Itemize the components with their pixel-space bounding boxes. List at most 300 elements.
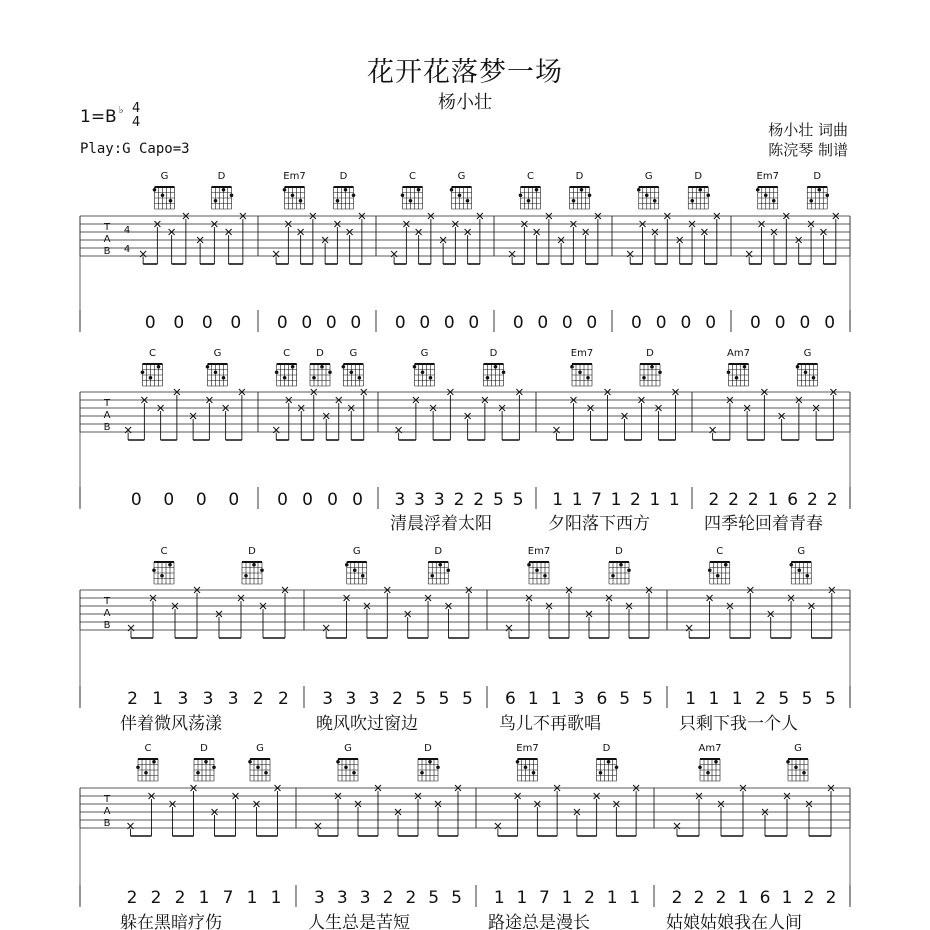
chord-finger-dot [291,193,295,197]
chord-finger-dot [494,365,498,369]
chord-diagram-g [637,171,659,209]
tab-clef-letter: T [103,596,111,607]
chord-finger-dot [716,574,720,578]
jianpu-note: 3 [177,689,189,709]
jianpu-note: 5 [778,689,790,709]
chord-finger-dot [524,765,528,769]
chord-diagram-g [450,171,472,209]
chord-name: Em7 [570,348,594,359]
chord-diagram-am7 [727,348,750,386]
time-signature-bottom: 4 [132,115,141,130]
jianpu-note: 5 [461,689,473,709]
chord-finger-dot [817,188,821,192]
chord-name: G [794,743,802,754]
lyric-line: 人生总是苦短 [308,913,410,930]
jianpu-note: 1 [629,888,641,908]
chord-finger-dot [619,563,623,567]
chord-finger-dot [796,365,800,369]
jianpu-note: 3 [414,490,425,510]
jianpu-note: 1 [668,490,680,510]
tab-clef-letter: T [103,794,111,805]
chord-finger-dot [698,188,702,192]
chord-finger-dot [764,193,768,197]
jianpu-note: 1 [737,888,749,908]
chord-finger-dot [312,376,316,380]
jianpu-note: 2 [747,490,759,510]
jianpu-note: 0 [301,313,313,333]
chord-diagram-d [597,743,619,781]
chord-finger-dot [344,188,348,192]
jianpu-note: 3 [336,888,348,908]
jianpu-note: 2 [671,888,683,908]
jianpu-note: 1 [493,888,505,908]
chord-finger-dot [756,188,760,192]
chord-name: Em7 [516,743,539,754]
chord-name: Em7 [527,546,551,557]
chord-diagram-d [242,546,264,584]
chord-finger-dot [527,563,531,567]
chord-diagram-em7 [756,171,779,209]
jianpu-note: 1 [246,888,258,908]
chord-name: D [217,171,226,182]
chord-finger-dot [429,376,433,380]
chord-name: D [316,348,324,359]
chord-finger-dot [244,574,248,578]
chord-finger-dot [486,376,490,380]
jianpu-note: 6 [505,689,516,709]
chord-diagram-g [789,546,811,584]
jianpu-note: 0 [276,313,288,333]
chord-name: D [248,546,256,557]
jianpu-note: 2 [453,490,465,510]
time-signature-top: 4 [132,101,141,116]
chord-diagram-g [336,743,358,781]
jianpu-note: 5 [801,689,813,709]
chord-finger-dot [653,199,657,203]
jianpu-note: 0 [419,313,431,333]
jianpu-note: 2 [708,490,720,510]
jianpu-note: 5 [438,689,450,709]
chord-name: D [434,546,443,557]
tab-clef-letter: A [103,608,111,619]
chord-finger-dot [438,563,442,567]
jianpu-note: 0 [680,313,692,333]
tab-clef-letter: A [103,806,111,817]
chord-finger-dot [160,574,164,578]
jianpu-note: 1 [270,888,282,908]
jianpu-note: 0 [799,313,811,333]
chord-diagram-c [141,348,163,386]
chord-diagram-d [570,171,592,209]
chord-finger-dot [802,771,806,775]
chord-name: D [813,171,822,182]
chord-diagram-c [519,171,541,209]
jianpu-note: 5 [493,490,504,510]
jianpu-note: 7 [539,888,550,908]
chord-finger-dot [599,771,603,775]
jianpu-note: 2 [382,888,394,908]
chord-finger-dot [708,568,712,572]
chord-finger-dot [627,568,631,572]
jianpu-note: 0 [163,490,175,510]
chord-finger-dot [789,563,793,567]
jianpu-note: 5 [415,689,427,709]
jianpu-note: 1 [552,490,564,510]
jianpu-note: 7 [591,490,602,510]
chord-finger-dot [168,563,172,567]
chord-finger-dot [714,760,718,764]
jianpu-note: 3 [314,888,325,908]
chord-finger-dot [291,365,295,369]
chord-finger-dot [361,574,365,578]
jianpu-note: 0 [537,313,549,333]
jianpu-note: 6 [787,490,799,510]
jianpu-note: 2 [584,888,595,908]
jianpu-note: 2 [174,888,186,908]
chord-name: D [694,171,703,182]
jianpu-note: 3 [345,689,357,709]
chord-diagram-c [708,546,730,584]
chord-finger-dot [642,376,646,380]
chord-name: Em7 [756,171,779,182]
jianpu-note: 5 [512,490,524,510]
chord-name: Am7 [727,348,750,359]
chord-finger-dot [248,760,252,764]
chord-diagram-d [310,348,332,386]
chord-name: G [256,743,264,754]
chord-finger-dot [809,199,813,203]
jianpu-note: 0 [325,313,337,333]
chord-finger-dot [543,574,547,578]
jianpu-note: 1 [606,888,618,908]
jianpu-note: 5 [619,689,631,709]
chord-finger-dot [706,771,710,775]
chord-finger-dot [256,765,260,769]
jianpu-note: 5 [824,689,836,709]
chord-name: G [344,743,352,754]
key-label: 1=B [80,107,117,127]
chord-finger-dot [572,199,576,203]
lyric-line: 路途总是漫长 [488,913,590,930]
jianpu-note: 2 [473,490,485,510]
jianpu-note: 0 [468,313,480,333]
chord-finger-dot [580,188,584,192]
chord-finger-dot [222,188,226,192]
chord-finger-dot [136,765,140,769]
chord-diagram-d [807,171,829,209]
jianpu-note: 0 [630,313,642,333]
chord-finger-dot [825,193,829,197]
chord-diagram-d [334,171,356,209]
jianpu-note: 2 [803,888,815,908]
jianpu-note: 2 [630,490,641,510]
chord-name: D [489,348,498,359]
chord-name: G [457,171,466,182]
chord-finger-dot [436,765,440,769]
chord-finger-dot [804,370,808,374]
chord-finger-dot [446,568,450,572]
jianpu-note: 1 [781,888,793,908]
chord-finger-dot [637,188,641,192]
chord-finger-dot [535,188,539,192]
chord-finger-dot [586,376,590,380]
jianpu-note: 3 [322,689,334,709]
lyric-line: 姑娘姑娘我在人间 [666,913,802,930]
chord-name: D [424,743,432,754]
jianpu-note: 1 [527,689,539,709]
chord-name: C [409,171,416,182]
chord-finger-dot [650,365,654,369]
flat-accidental: ♭ [118,105,124,116]
chord-finger-dot [152,568,156,572]
jianpu-note: 1 [571,490,583,510]
jianpu-note: 0 [394,313,406,333]
chord-finger-dot [144,771,148,775]
jianpu-note: 1 [550,689,562,709]
jianpu-note: 0 [352,490,363,510]
jianpu-note: 0 [350,313,362,333]
chord-finger-dot [352,771,356,775]
tab-clef-letter: B [103,818,111,829]
jianpu-note: 0 [201,313,213,333]
jianpu-note: 2 [715,888,727,908]
chord-finger-dot [320,365,324,369]
chord-diagram-g [342,348,364,386]
chord-finger-dot [230,193,234,197]
lyric-line: 伴着微风荡漾 [120,714,222,734]
chord-name: G [349,348,358,359]
lyric-line: 晚风吹过窗边 [316,714,418,734]
chord-name: Am7 [698,743,722,754]
jianpu-note: 6 [759,888,771,908]
chord-diagram-c [136,743,158,781]
chord-diagram-em7 [283,171,306,209]
jianpu-note: 0 [327,490,338,510]
chord-finger-dot [812,376,816,380]
chord-finger-dot [413,365,417,369]
chord-finger-dot [342,365,346,369]
tab-clef-letter: T [103,222,111,233]
chord-diagram-em7 [516,743,539,781]
jianpu-note: 1 [767,490,779,510]
chord-diagram-am7 [698,743,721,781]
chord-diagram-c [152,546,174,584]
chord-diagram-g [796,348,818,386]
chord-name: G [644,171,653,182]
jianpu-note: 6 [596,689,608,709]
chord-diagram-d [640,348,662,386]
jianpu-note: 1 [708,689,720,709]
jianpu-note: 2 [127,689,138,709]
lyric-line: 夕阳落下西方 [548,514,650,534]
chord-finger-dot [743,365,747,369]
chord-name: G [797,546,806,557]
lyric-line: 鸟儿不再歌唱 [499,714,601,734]
chord-finger-dot [222,376,226,380]
chord-finger-dot [794,765,798,769]
chord-finger-dot [401,193,405,197]
jianpu-note: 3 [573,689,585,709]
chord-finger-dot [727,370,731,374]
jianpu-note: 1 [649,490,661,510]
chord-name: G [160,171,169,182]
chord-name: D [646,348,654,359]
jianpu-note: 5 [642,689,653,709]
chord-finger-dot [264,771,268,775]
singer-name: 杨小壮 [438,92,492,113]
jianpu-note: 0 [195,490,207,510]
jianpu-note: 7 [222,888,234,908]
jianpu-note: 3 [202,689,214,709]
chord-finger-dot [252,563,256,567]
chord-finger-dot [690,199,694,203]
chord-diagram-g [153,171,175,209]
jianpu-note: 0 [749,313,761,333]
chord-diagram-g [786,743,808,781]
jianpu-note: 0 [824,313,836,333]
chord-diagram-g [345,546,367,584]
jianpu-note: 0 [774,313,786,333]
chord-name: C [160,546,168,557]
jianpu-note: 3 [368,689,380,709]
chord-finger-dot [527,199,531,203]
jianpu-note: 0 [561,313,573,333]
chord-finger-dot [336,760,340,764]
jianpu-note: 0 [173,313,185,333]
chord-finger-dot [350,370,354,374]
chord-name: C [527,171,534,182]
chord-diagram-g [248,743,270,781]
chord-name: G [213,348,222,359]
chord-finger-dot [502,370,506,374]
chord-finger-dot [212,765,216,769]
chord-finger-dot [428,760,432,764]
chord-diagram-d [212,171,234,209]
chord-finger-dot [153,188,157,192]
chord-finger-dot [570,365,574,369]
jianpu-note: 1 [516,888,528,908]
jianpu-note: 1 [198,888,210,908]
chord-finger-dot [578,370,582,374]
chord-finger-dot [535,568,539,572]
credit-lyrics-music: 杨小壮 词曲 [768,121,848,139]
jianpu-note: 0 [277,490,288,510]
jianpu-note: 2 [826,490,838,510]
chord-finger-dot [353,568,357,572]
tab-clef-letter: B [103,422,111,433]
tab-clef-letter: A [103,410,111,421]
chord-diagram-d [609,546,631,584]
jianpu-note: 2 [728,490,739,510]
chord-finger-dot [283,188,287,192]
chord-diagram-g [206,348,228,386]
chord-finger-dot [588,193,592,197]
jianpu-note: 0 [130,490,142,510]
chord-name: D [575,171,584,182]
jianpu-note: 0 [144,313,156,333]
chord-finger-dot [430,574,434,578]
chord-finger-dot [336,199,340,203]
chord-finger-dot [645,193,649,197]
tab-clef-letter: B [103,246,111,257]
jianpu-note: 2 [252,689,264,709]
chord-name: G [352,546,361,557]
lyric-line: 躲在黑暗疗伤 [120,913,222,930]
chord-finger-dot [161,193,165,197]
chord-finger-dot [214,199,218,203]
chord-diagram-em7 [570,348,593,386]
chord-finger-dot [797,568,801,572]
jianpu-note: 3 [394,490,406,510]
chord-finger-dot [724,563,728,567]
chord-diagram-d [194,743,216,781]
lyric-line: 只剩下我一个人 [679,714,798,734]
tab-time-sig-bottom: 4 [123,244,131,255]
chord-name: D [339,171,348,182]
chord-finger-dot [532,771,536,775]
jianpu-note: 0 [302,490,313,510]
chord-finger-dot [607,760,611,764]
jianpu-note: 2 [825,888,837,908]
jianpu-note: 5 [451,888,462,908]
song-title: 花开花落梦一场 [367,57,563,88]
chord-finger-dot [157,365,161,369]
chord-finger-dot [196,771,200,775]
jianpu-note: 0 [586,313,598,333]
chord-name: Em7 [283,171,306,182]
chord-finger-dot [152,760,156,764]
chord-name: C [716,546,724,557]
lyric-line: 清晨浮着太阳 [390,514,492,534]
chord-name: C [144,743,152,754]
chord-diagram-d [418,743,440,781]
chord-diagram-c [275,348,297,386]
chord-finger-dot [450,188,454,192]
credit-arranger: 陈浣琴 制谱 [768,141,848,159]
chord-name: D [200,743,208,754]
chord-diagram-c [401,171,423,209]
chord-finger-dot [805,574,809,578]
jianpu-note: 2 [755,689,766,709]
chord-name: C [283,348,291,359]
chord-finger-dot [706,193,710,197]
chord-finger-dot [283,376,287,380]
jianpu-note: 3 [359,888,371,908]
jianpu-note: 2 [126,888,138,908]
chord-finger-dot [352,193,356,197]
tab-clef-letter: B [103,620,111,631]
jianpu-note: 2 [693,888,705,908]
chord-name: D [602,743,611,754]
jianpu-note: 2 [278,689,289,709]
chord-finger-dot [698,765,702,769]
lyric-line: 四季轮回着青春 [704,514,823,534]
jianpu-note: 3 [227,689,239,709]
jianpu-note: 1 [610,490,622,510]
chord-name: G [420,348,429,359]
jianpu-note: 0 [230,313,242,333]
chord-finger-dot [214,370,218,374]
chord-diagram-d [688,171,710,209]
jianpu-note: 2 [150,888,162,908]
jianpu-note: 3 [433,490,445,510]
chord-finger-dot [735,376,739,380]
chord-finger-dot [204,760,208,764]
jianpu-note: 2 [392,689,403,709]
chord-finger-dot [344,765,348,769]
jianpu-note: 1 [561,888,573,908]
chord-finger-dot [141,370,145,374]
